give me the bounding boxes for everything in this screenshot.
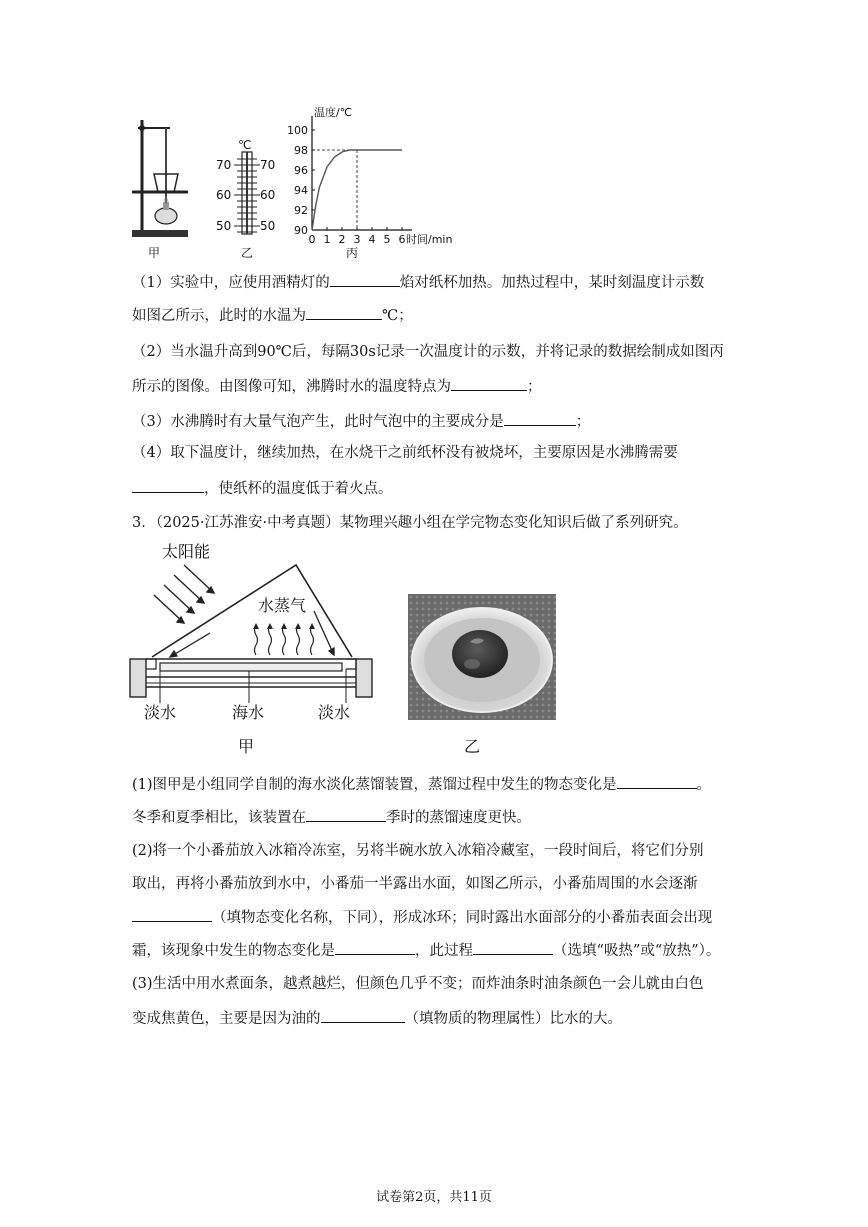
q3-item3-line2: 变成焦黄色，主要是因为油的 （填物质的物理属性）比水的大。	[132, 1008, 622, 1029]
x-tick-label: 4	[368, 233, 376, 246]
answer-blank-distill-change[interactable]	[617, 774, 697, 789]
tomato-in-bowl-photo	[408, 594, 556, 720]
label-sea-water: 海水	[232, 703, 265, 722]
label-fresh-water-right: 淡水	[318, 703, 351, 722]
temperature-time-chart	[282, 102, 453, 260]
x-tick-label: 2	[338, 233, 346, 246]
q2-item1-line2: 如图乙所示，此时的水温为 ℃；	[132, 305, 413, 326]
thermometer-unit-label: ℃	[238, 138, 252, 152]
label-fig-yi: 乙	[464, 737, 481, 756]
q3-item1-line2: 冬季和夏季相比，该装置在 季时的蒸馏速度更快。	[132, 807, 531, 828]
label-water-vapor: 水蒸气	[258, 596, 307, 615]
label-jia: 甲	[148, 246, 161, 260]
x-tick-label: 3	[353, 233, 361, 246]
answer-blank-bubble-content[interactable]	[504, 411, 576, 426]
y-tick-label: 94	[294, 184, 308, 197]
y-axis-label: 温度/℃	[314, 106, 353, 119]
label-solar-energy: 太阳能	[162, 542, 211, 561]
q3-item1-line1: (1)图甲是小组同学自制的海水淡化蒸馏装置，蒸馏过程中发生的物态变化是 。	[132, 774, 711, 795]
q3-item2-line1: (2)将一个小番茄放入冰箱冷冻室，另将半碗水放入冰箱冷藏室，一段时间后，将它们分别	[132, 843, 704, 859]
answer-blank-ice-ring[interactable]	[132, 907, 212, 922]
label-yi: 乙	[241, 246, 254, 260]
q2-item2-line2: 所示的图像。由图像可知，沸腾时水的温度特点为 ；	[132, 376, 542, 397]
q2-item2-line1: （2）当水温升高到90℃后，每隔30s记录一次温度计的示数，并将记录的数据绘制成如图丙	[132, 344, 724, 360]
answer-blank-water-temp[interactable]	[306, 305, 382, 320]
therm-tick-left-50: 50	[216, 219, 232, 233]
x-tick-label: 0	[308, 233, 316, 246]
therm-tick-left-70: 70	[216, 158, 232, 172]
q3-item2-line2: 取出，再将小番茄放到水中，小番茄一半露出水面，如图乙所示，小番茄周围的水会逐渐	[132, 876, 698, 892]
therm-tick-right-60: 60	[260, 188, 276, 202]
therm-tick-right-70: 70	[260, 158, 276, 172]
y-tick-label: 92	[294, 204, 308, 217]
answer-blank-boiling-needs[interactable]	[132, 478, 204, 493]
y-tick-label: 90	[294, 224, 308, 237]
q3-item2-line3: （填物态变化名称，下同），形成冰环；同时露出水面部分的小番茄表面会出现	[132, 907, 712, 928]
q2-item4-line1: （4）取下温度计，继续加热，在水烧干之前纸杯没有被烧坏，主要原因是水沸腾需要	[132, 445, 678, 461]
therm-tick-right-50: 50	[260, 219, 276, 233]
answer-blank-heat[interactable]	[473, 940, 553, 955]
y-tick-label: 96	[294, 164, 308, 177]
answer-blank-frost-change[interactable]	[335, 940, 415, 955]
q2-item1-line1: （1）实验中，应使用酒精灯的 焰对纸杯加热。加热过程中，某时刻温度计示数	[132, 272, 704, 293]
x-tick-label: 6	[398, 233, 406, 246]
q3-item2-line4: 霜，该现象中发生的物态变化是 ，此过程 （选填“吸热”或“放热”）。	[132, 940, 720, 961]
q2-item3: （3）水沸腾时有大量气泡产生，此时气泡中的主要成分是 ；	[132, 411, 590, 432]
x-tick-label: 5	[383, 233, 391, 246]
thermometer-scale	[234, 152, 260, 234]
answer-blank-oil-property[interactable]	[321, 1008, 405, 1023]
answer-blank-flame[interactable]	[330, 272, 400, 287]
label-fresh-water-left: 淡水	[144, 703, 177, 722]
page-footer: 试卷第2页，共11页	[376, 1190, 492, 1205]
q3-title: 3．（2025·江苏淮安·中考真题）某物理兴趣小组在学完物态变化知识后做了系列研究。	[132, 515, 688, 531]
answer-blank-boiling-feature[interactable]	[451, 376, 527, 391]
label-fig-jia: 甲	[238, 737, 255, 756]
boiling-apparatus-diagram	[128, 112, 192, 242]
distillation-device-diagram	[128, 545, 368, 723]
y-tick-label: 100	[287, 124, 308, 137]
y-tick-label: 98	[294, 144, 308, 157]
answer-blank-season[interactable]	[306, 807, 386, 822]
q2-item4-line2: ，使纸杯的温度低于着火点。	[132, 478, 393, 499]
label-bing: 丙	[346, 246, 359, 260]
therm-tick-left-60: 60	[216, 188, 232, 202]
q3-item3-line1: (3)生活中用水煮面条，越煮越烂，但颜色几乎不变；而炸油条时油条颜色一会儿就由白色	[132, 976, 704, 992]
x-axis-label: 时间/min	[406, 233, 453, 246]
x-tick-label: 1	[323, 233, 331, 246]
